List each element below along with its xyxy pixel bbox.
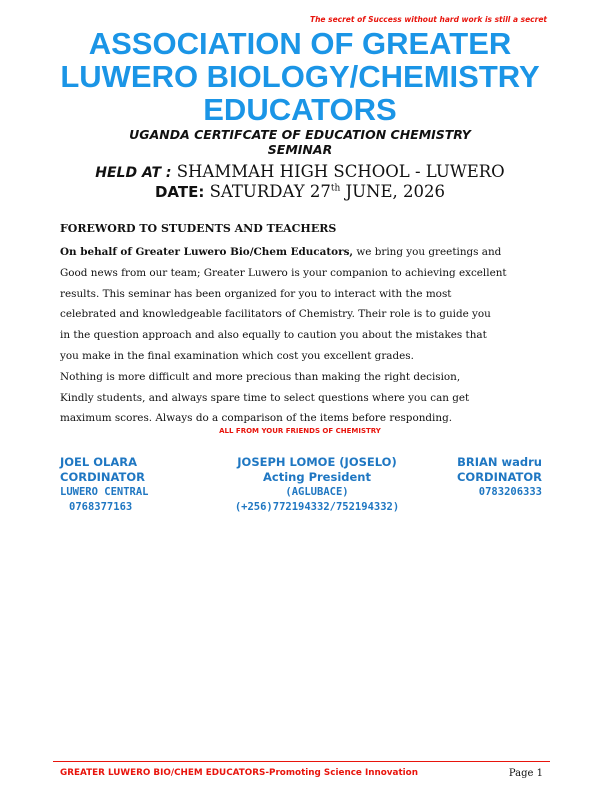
page-number: Page 1: [508, 768, 543, 779]
date-label: DATE:: [154, 183, 205, 201]
date-ordinal: th: [330, 183, 341, 194]
subtitle-line: SEMINAR: [267, 142, 333, 157]
association-title-line: ASSOCIATION OF GREATER: [88, 26, 512, 61]
paragraph-line: in the question approach and also equally to caution you about the mistakes that: [60, 329, 487, 342]
signatory-role: CORDINATOR: [60, 470, 146, 484]
foreword-paragraph: [60, 242, 550, 429]
signatory-name: BRIAN wadru: [457, 455, 542, 469]
paragraph-line: celebrated and knowledgeable facilitators of Chemistry. Their role is to guide you: [60, 308, 491, 321]
paragraph-line: maximum scores. Always do a comparison of the items before responding.: [60, 412, 453, 425]
date-value-suffix: JUNE, 2026: [340, 182, 446, 201]
paragraph-bold-intro: On behalf of Greater Luwero Bio/Chem Educators,: [60, 246, 354, 258]
date-value-prefix: SATURDAY 27: [209, 182, 331, 201]
venue-line: [0, 162, 600, 181]
paragraph-line: you make in the final examination which cost you excellent grades.: [60, 349, 414, 362]
paragraph-line: Kindly students, and always spare time to select questions where you can get: [60, 391, 470, 404]
association-title-line: LUWERO BIOLOGY/CHEMISTRY: [60, 59, 540, 94]
signatory-location: LUWERO CENTRAL: [60, 486, 149, 498]
paragraph-line: [60, 242, 550, 263]
signatory-role: Acting President: [263, 470, 371, 484]
paragraph-line-text: we bring you greetings and: [353, 246, 502, 258]
association-title-line: EDUCATORS: [203, 92, 397, 127]
signatory-name: JOSEPH LOMOE (JOSELO): [237, 455, 397, 469]
paragraph-line: Nothing is more difficult and more precious than making the right decision,: [60, 370, 461, 383]
footer-text: GREATER LUWERO BIO/CHEM EDUCATORS-Promoting Science Innovation: [60, 768, 418, 778]
signatory-phone: 0783206333: [478, 486, 542, 498]
tagline: The secret of Success without hard work is still a secret: [309, 15, 547, 24]
signatory-role: CORDINATOR: [456, 470, 542, 484]
signoff-line: ALL FROM YOUR FRIENDS OF CHEMISTRY: [219, 427, 381, 435]
signatory-name: JOEL OLARA: [60, 455, 138, 469]
footer-divider: [53, 761, 550, 762]
subtitle-line: UGANDA CERTIFCATE OF EDUCATION CHEMISTRY: [129, 127, 471, 142]
paragraph-line: results. This seminar has been organized for you to interact with the most: [60, 287, 452, 300]
association-title: [40, 27, 560, 126]
signatory-right: [450, 455, 542, 500]
foreword-heading: FOREWORD TO STUDENTS AND TEACHERS: [60, 222, 337, 235]
signatory-phone: (+256)772194332/752194332): [234, 501, 400, 513]
date-line: [0, 182, 600, 201]
seminar-subtitle: [60, 127, 540, 157]
signatory-phone: 0768377163: [69, 501, 133, 513]
venue-label: HELD AT :: [95, 165, 172, 181]
signatory-center: [221, 455, 413, 515]
signatory-left: [60, 455, 149, 515]
paragraph-line: Good news from our team; Greater Luwero is your companion to achieving excellent: [60, 266, 507, 279]
signatory-org: (AGLUBACE): [285, 486, 349, 498]
venue-value: SHAMMAH HIGH SCHOOL - LUWERO: [176, 162, 505, 181]
